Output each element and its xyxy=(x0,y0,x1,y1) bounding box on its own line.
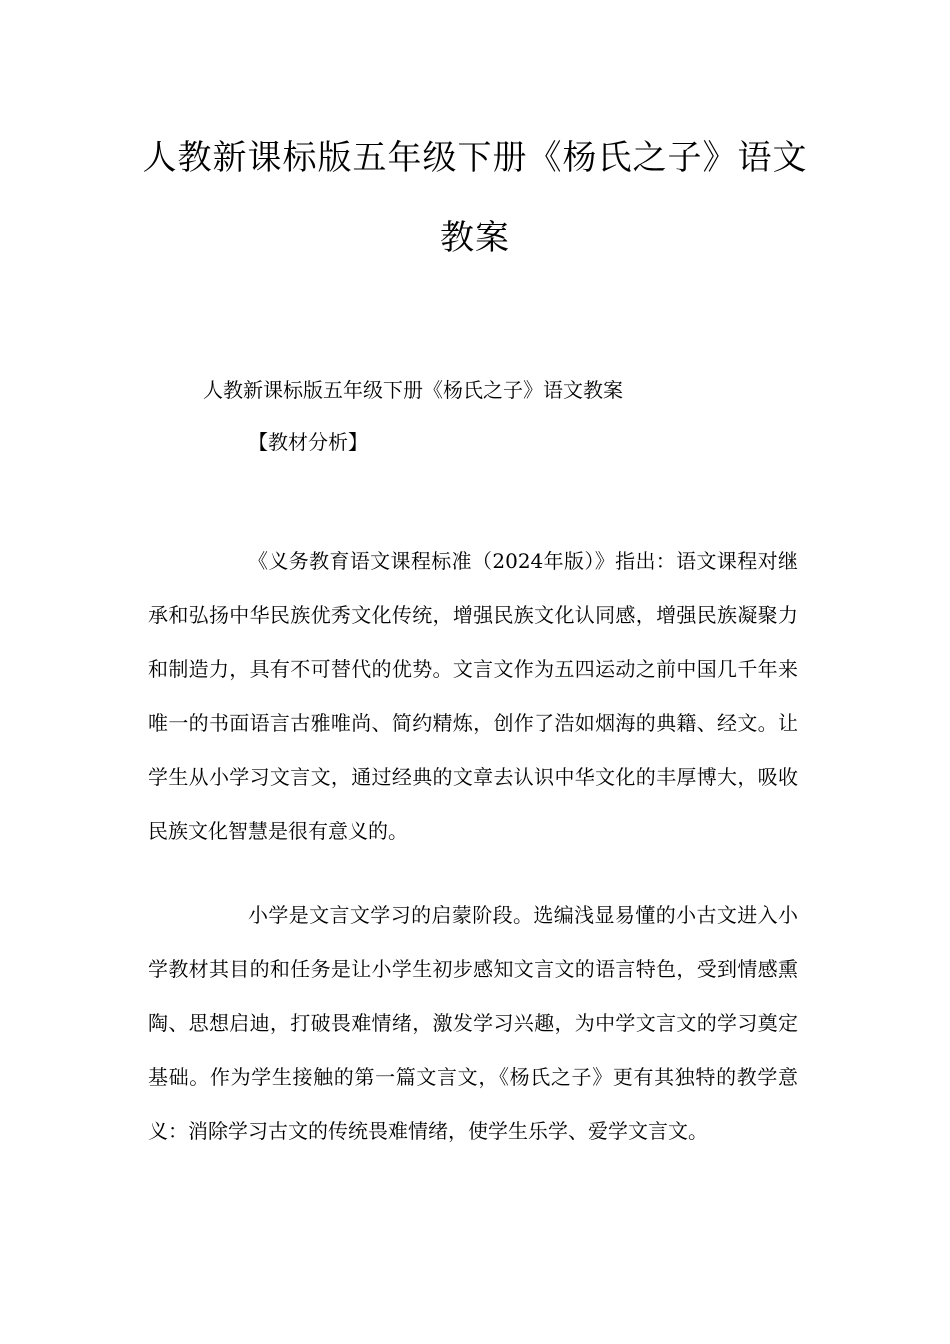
paragraph-analysis-1: 《义务教育语文课程标准（2024年版）》指出：语文课程对继承和弘扬中华民族优秀文化传统，增强民族文化认同感，增强民族凝聚力和制造力，具有不可替代的优势。文言文作为五四运动之前中国几千年来唯一的书面语言古雅唯尚、简约精炼，创作了浩如烟海的典籍、经文。让学生从小学习文言文，通过经典的文章去认识中华文化的丰厚博大，吸收民族文化智慧是很有意义的。 xyxy=(148,549,798,843)
section-heading: 【教材分析】 xyxy=(248,430,368,454)
document-title: 人教新课标版五年级下册《杨氏之子》语文教案 xyxy=(142,138,808,258)
document-subtitle: 人教新课标版五年级下册《杨氏之子》语文教案 xyxy=(203,378,623,402)
paragraph-analysis-2: 小学是文言文学习的启蒙阶段。选编浅显易懂的小古文进入小学教材其目的和任务是让小学生初步感知文言文的语言特色，受到情感熏陶、思想启迪，打破畏难情绪，激发学习兴趣，为中学文言文的学习奠定基础。作为学生接触的第一篇文言文，《杨氏之子》更有其独特的教学意义：消除学习古文的传统畏难情绪，使学生乐学、爱学文言文。 xyxy=(148,903,798,1143)
